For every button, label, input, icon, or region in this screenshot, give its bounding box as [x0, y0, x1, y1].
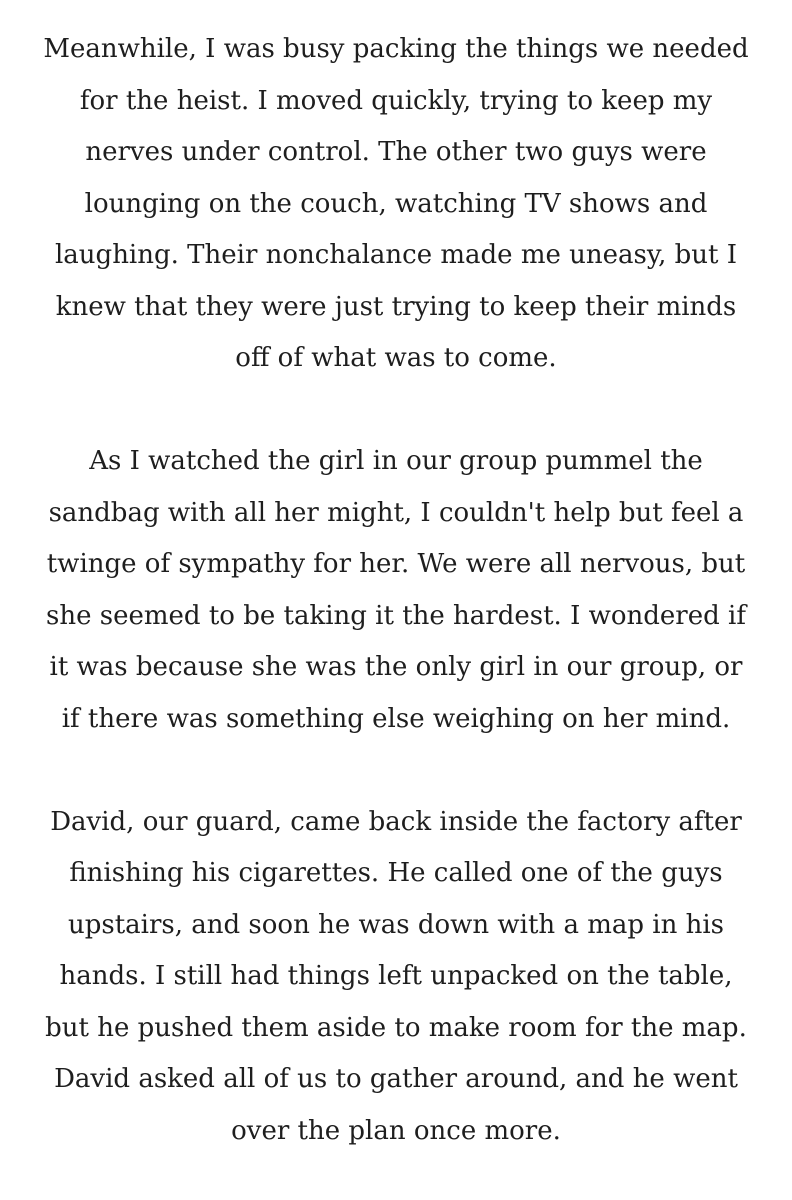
text-line: laughing. Their nonchalance made me uneasy, but I: [54, 240, 737, 270]
text-line: lounging on the couch, watching TV shows and: [84, 188, 708, 219]
text-line: off of what was to come.: [235, 343, 557, 373]
text-line: Meanwhile, I was busy packing the things we needed: [43, 34, 749, 64]
text-line: finishing his cigarettes. He called one of the guys: [69, 858, 723, 888]
text-line: she seemed to be taking it the hardest. I wondered if: [46, 600, 746, 631]
text-line: over the plan once more.: [231, 1115, 561, 1146]
text-line: As I watched the girl in our group pummel the: [89, 446, 703, 476]
text-line: hands. I still had things left unpacked on the table,: [59, 961, 733, 991]
text-line: knew that they were just trying to keep their minds: [55, 291, 737, 322]
text-line: it was because she was the only girl in our group, or: [49, 652, 743, 682]
text-line: David, our guard, came back inside the factory after: [50, 806, 742, 837]
text-line: twinge of sympathy for her. We were all nervous, but: [46, 549, 746, 579]
text-line: if there was something else weighing on her mind.: [61, 703, 731, 734]
text-line: but he pushed them aside to make room for the map.: [45, 1012, 747, 1043]
text-line: nerves under control. The other two guys were: [85, 137, 707, 167]
text-line: for the heist. I moved quickly, trying to keep my: [79, 85, 713, 116]
paragraph-2: [36, 436, 756, 745]
text-line: David asked all of us to gather around, and he went: [54, 1064, 738, 1094]
text-line: sandbag with all her might, I couldn't help but feel a: [48, 497, 744, 528]
paragraph-1: [36, 24, 756, 385]
text-line: upstairs, and soon he was down with a map in his: [67, 909, 725, 940]
paragraph-3: [36, 797, 756, 1158]
